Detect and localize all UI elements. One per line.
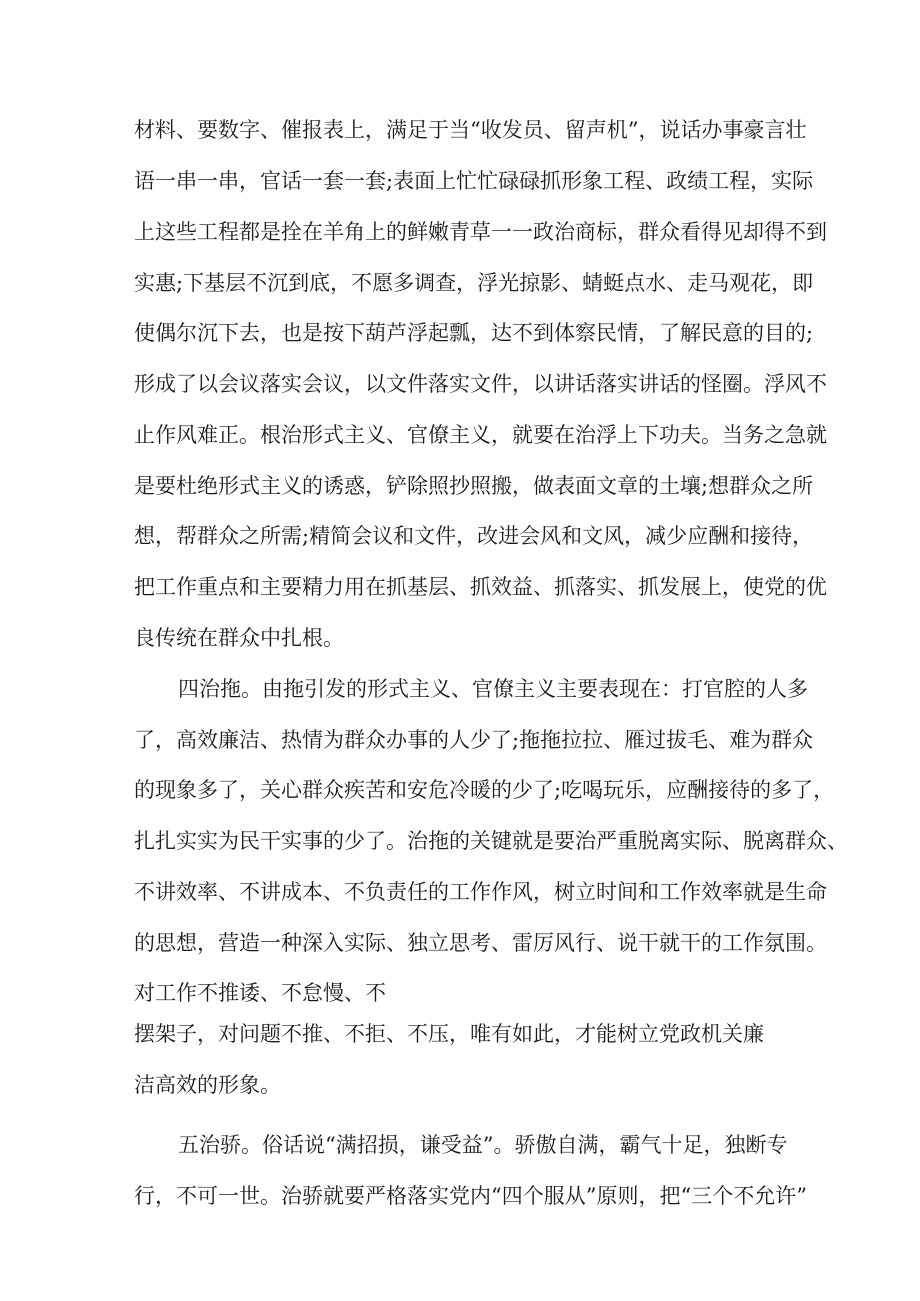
text-line: 语一串一串，官话一套一套;表面上忙忙碌碌抓形象工程、政绩工程，实际 bbox=[134, 169, 814, 193]
text-line: 对工作不推诿、不怠慢、不 bbox=[134, 981, 386, 1005]
text-line: 行，不可一世。治骄就要严格落实党内“四个服从”原则，把“三个不允许” bbox=[134, 1184, 807, 1208]
text-line: 止作风难正。根治形式主义、官僚主义，就要在治浮上下功夫。当务之急就 bbox=[134, 423, 827, 447]
text-line: 不讲效率、不讲成本、不负责任的工作作风，树立时间和工作效率就是生命 bbox=[134, 880, 827, 904]
text-line: 形成了以会议落实会议，以文件落实文件，以讲话落实讲话的怪圈。浮风不 bbox=[134, 372, 827, 396]
text-line: 良传统在群众中扎根。 bbox=[134, 626, 344, 650]
text-line: 实惠;下基层不沉到底，不愿多调查，浮光掠影、蜻蜓点水、走马观花，即 bbox=[134, 271, 814, 295]
text-line: 的思想，营造一种深入实际、独立思考、雷厉风行、说干就干的工作氛围。 bbox=[134, 931, 827, 955]
text-line: 使偶尔沉下去，也是按下葫芦浮起瓢，达不到体察民情，了解民意的目的; bbox=[134, 321, 814, 345]
text-line: 摆架子，对问题不推、不拒、不压，唯有如此，才能树立党政机关廉 bbox=[134, 1022, 764, 1046]
text-line: 材料、要数字、催报表上，满足于当“收发员、留声机”，说话办事豪言壮 bbox=[134, 118, 807, 142]
paragraph-start-line: 五治骄。俗话说“满招损，谦受益”。骄傲自满，霸气十足，独断专 bbox=[178, 1133, 788, 1157]
text-line: 把工作重点和主要精力用在抓基层、抓效益、抓落实、抓发展上，使党的优 bbox=[134, 575, 827, 599]
paragraph-start-line: 四治拖。由拖引发的形式主义、官僚主义主要表现在：打官腔的人多 bbox=[178, 677, 808, 701]
text-line: 想，帮群众之所需;精简会议和文件，改进会风和文风，减少应酬和接待， bbox=[134, 524, 814, 548]
text-line: 洁高效的形象。 bbox=[134, 1073, 281, 1097]
text-line: 是要杜绝形式主义的诱惑，铲除照抄照搬，做表面文章的土壤;想群众之所 bbox=[134, 474, 814, 498]
text-line: 的现象多了，关心群众疾苦和安危冷暖的少了;吃喝玩乐，应酬接待的多了， bbox=[134, 778, 835, 802]
text-line: 了，高效廉洁、热情为群众办事的人少了;拖拖拉拉、雁过拔毛、难为群众 bbox=[134, 728, 814, 752]
text-line: 扎扎实实为民干实事的少了。治拖的关键就是要治严重脱离实际、脱离群众、 bbox=[134, 829, 848, 853]
text-line: 上这些工程都是拴在羊角上的鲜嫩青草一一政治商标，群众看得见却得不到 bbox=[134, 220, 827, 244]
